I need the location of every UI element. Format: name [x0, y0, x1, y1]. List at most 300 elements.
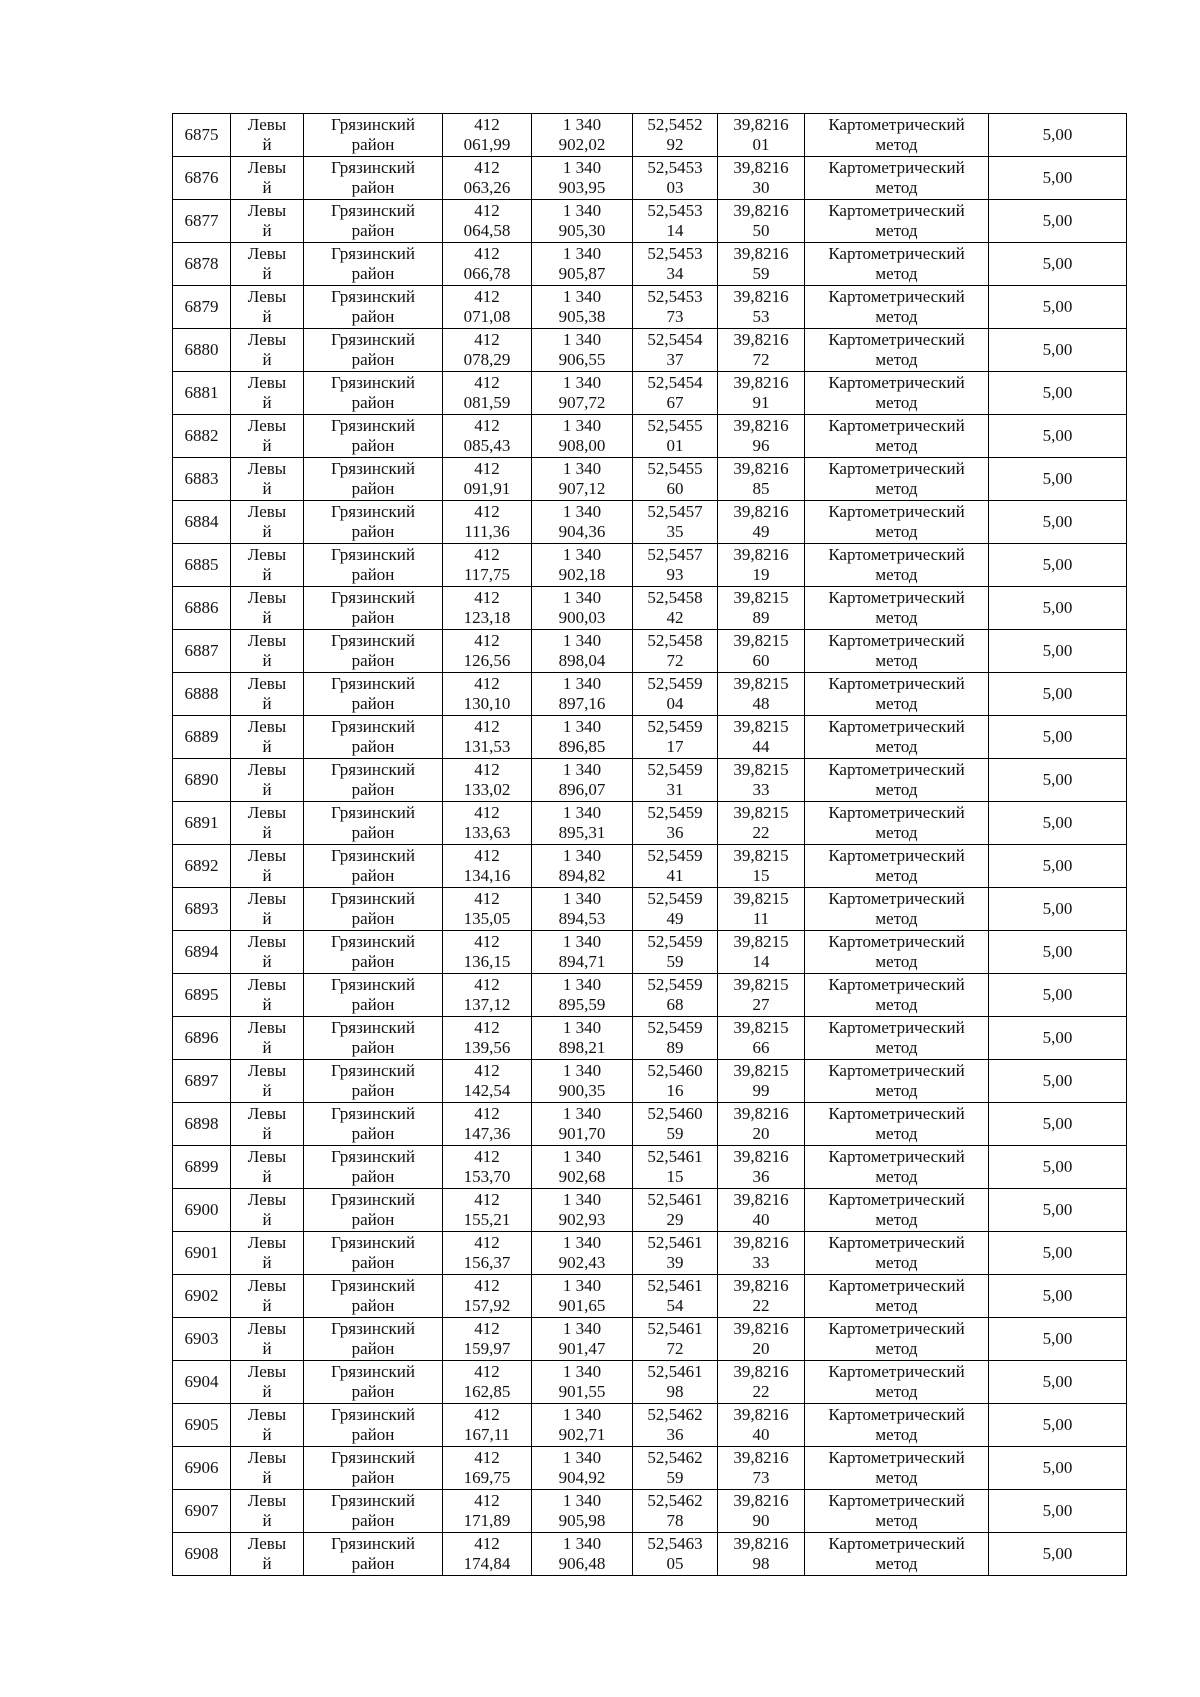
cell-x-coord [443, 544, 532, 587]
cell-method-line: метод [875, 1339, 918, 1358]
cell-district-line: район [351, 995, 395, 1014]
cell-district-line: Грязинский [331, 1362, 415, 1381]
cell-side [231, 157, 304, 200]
cell-district-line: Грязинский [331, 416, 415, 435]
cell-side-line: Левы [247, 502, 287, 521]
cell-latitude [633, 1232, 718, 1275]
cell-point-number: 6885 [173, 544, 231, 587]
cell-y-coord-line: 894,82 [558, 866, 606, 885]
table-row [173, 286, 1127, 329]
cell-latitude-line: 73 [666, 307, 684, 326]
cell-method-line: метод [875, 393, 918, 412]
cell-method [805, 802, 989, 845]
cell-side [231, 544, 304, 587]
cell-longitude [718, 716, 805, 759]
cell-side-line: й [262, 1253, 272, 1272]
cell-district-line: Грязинский [331, 1448, 415, 1467]
cell-latitude [633, 888, 718, 931]
cell-longitude-line: 39,8216 [733, 1491, 789, 1510]
cell-method [805, 286, 989, 329]
cell-x-coord-line: 131,53 [463, 737, 511, 756]
cell-side [231, 802, 304, 845]
cell-longitude [718, 200, 805, 243]
cell-method [805, 1103, 989, 1146]
cell-x-coord [443, 888, 532, 931]
cell-method [805, 845, 989, 888]
cell-longitude-line: 59 [752, 264, 770, 283]
cell-y-coord [532, 544, 633, 587]
cell-y-coord-line: 1 340 [562, 373, 602, 392]
cell-point-number: 6907 [173, 1490, 231, 1533]
cell-method-line: Картометрический [828, 373, 965, 392]
cell-y-coord-line: 1 340 [562, 717, 602, 736]
cell-y-coord [532, 1146, 633, 1189]
cell-method [805, 415, 989, 458]
cell-latitude-line: 52,5460 [647, 1104, 703, 1123]
cell-accuracy: 5,00 [989, 243, 1127, 286]
cell-latitude-line: 52,5461 [647, 1319, 703, 1338]
cell-method-line: метод [875, 522, 918, 541]
cell-side [231, 200, 304, 243]
cell-point-number: 6875 [173, 114, 231, 157]
cell-y-coord [532, 286, 633, 329]
cell-method-line: Картометрический [828, 115, 965, 134]
cell-side-line: й [262, 221, 272, 240]
cell-longitude-line: 30 [752, 178, 770, 197]
cell-side [231, 845, 304, 888]
cell-longitude-line: 15 [752, 866, 770, 885]
cell-district-line: район [351, 1081, 395, 1100]
cell-longitude-line: 39,8215 [733, 1061, 789, 1080]
cell-latitude-line: 89 [666, 1038, 684, 1057]
cell-accuracy: 5,00 [989, 845, 1127, 888]
cell-longitude-line: 39,8215 [733, 760, 789, 779]
cell-method [805, 501, 989, 544]
cell-district-line: Грязинский [331, 932, 415, 951]
cell-accuracy: 5,00 [989, 1533, 1127, 1576]
cell-point-number: 6898 [173, 1103, 231, 1146]
cell-side [231, 673, 304, 716]
cell-method-line: метод [875, 1554, 918, 1573]
cell-y-coord [532, 1490, 633, 1533]
cell-accuracy: 5,00 [989, 1404, 1127, 1447]
cell-accuracy: 5,00 [989, 1447, 1127, 1490]
cell-longitude-line: 89 [752, 608, 770, 627]
cell-side [231, 1189, 304, 1232]
cell-y-coord [532, 114, 633, 157]
cell-longitude-line: 39,8216 [733, 459, 789, 478]
cell-y-coord-line: 1 340 [562, 803, 602, 822]
cell-point-number: 6891 [173, 802, 231, 845]
cell-latitude-line: 01 [666, 436, 684, 455]
cell-side [231, 501, 304, 544]
cell-y-coord-line: 1 340 [562, 588, 602, 607]
cell-longitude-line: 39,8216 [733, 115, 789, 134]
cell-method-line: метод [875, 1296, 918, 1315]
cell-method-line: метод [875, 608, 918, 627]
cell-district-line: район [351, 307, 395, 326]
cell-point-number: 6877 [173, 200, 231, 243]
cell-method-line: метод [875, 264, 918, 283]
cell-side-line: Левы [247, 1147, 287, 1166]
cell-y-coord-line: 898,04 [558, 651, 606, 670]
cell-y-coord-line: 908,00 [558, 436, 606, 455]
cell-latitude-line: 92 [666, 135, 684, 154]
cell-latitude [633, 157, 718, 200]
cell-latitude [633, 802, 718, 845]
cell-side [231, 888, 304, 931]
cell-district [304, 243, 443, 286]
cell-y-coord [532, 458, 633, 501]
cell-x-coord-line: 133,63 [463, 823, 511, 842]
cell-side [231, 716, 304, 759]
cell-district-line: район [351, 1167, 395, 1186]
cell-latitude-line: 52,5462 [647, 1448, 703, 1467]
cell-latitude [633, 329, 718, 372]
cell-latitude [633, 1275, 718, 1318]
cell-longitude-line: 11 [752, 909, 770, 928]
cell-longitude-line: 39,8215 [733, 1018, 789, 1037]
cell-method-line: метод [875, 178, 918, 197]
cell-x-coord [443, 630, 532, 673]
cell-point-number: 6900 [173, 1189, 231, 1232]
cell-method-line: Картометрический [828, 1534, 965, 1553]
cell-y-coord [532, 1017, 633, 1060]
cell-district-line: район [351, 952, 395, 971]
cell-method-line: метод [875, 866, 918, 885]
cell-method-line: метод [875, 780, 918, 799]
cell-latitude [633, 1361, 718, 1404]
cell-point-number: 6899 [173, 1146, 231, 1189]
cell-side-line: Левы [247, 631, 287, 650]
table-row [173, 458, 1127, 501]
cell-latitude-line: 16 [666, 1081, 684, 1100]
cell-longitude-line: 39,8216 [733, 416, 789, 435]
cell-y-coord-line: 906,48 [558, 1554, 606, 1573]
cell-y-coord-line: 894,53 [558, 909, 606, 928]
cell-y-coord [532, 673, 633, 716]
cell-x-coord [443, 587, 532, 630]
cell-longitude [718, 931, 805, 974]
cell-district [304, 1490, 443, 1533]
cell-y-coord [532, 200, 633, 243]
cell-latitude-line: 37 [666, 350, 684, 369]
cell-district-line: район [351, 1554, 395, 1573]
cell-y-coord-line: 900,03 [558, 608, 606, 627]
cell-point-number: 6879 [173, 286, 231, 329]
cell-district [304, 1275, 443, 1318]
cell-longitude [718, 759, 805, 802]
cell-method [805, 931, 989, 974]
cell-method [805, 888, 989, 931]
cell-side-line: Левы [247, 1104, 287, 1123]
cell-method-line: Картометрический [828, 201, 965, 220]
cell-district-line: Грязинский [331, 1061, 415, 1080]
cell-method-line: Картометрический [828, 330, 965, 349]
cell-method-line: Картометрический [828, 760, 965, 779]
cell-longitude [718, 286, 805, 329]
cell-latitude-line: 68 [666, 995, 684, 1014]
cell-y-coord-line: 1 340 [562, 631, 602, 650]
cell-method [805, 1017, 989, 1060]
cell-point-number: 6883 [173, 458, 231, 501]
cell-x-coord-line: 412 [474, 330, 500, 349]
cell-x-coord-line: 142,54 [463, 1081, 511, 1100]
cell-side [231, 1103, 304, 1146]
cell-longitude [718, 1146, 805, 1189]
cell-accuracy: 5,00 [989, 544, 1127, 587]
table-row [173, 243, 1127, 286]
cell-accuracy: 5,00 [989, 759, 1127, 802]
cell-latitude [633, 1017, 718, 1060]
cell-point-number: 6888 [173, 673, 231, 716]
cell-longitude-line: 39,8216 [733, 1319, 789, 1338]
cell-district [304, 1189, 443, 1232]
table-row [173, 1232, 1127, 1275]
cell-x-coord [443, 1361, 532, 1404]
cell-side-line: Левы [247, 889, 287, 908]
cell-latitude-line: 52,5454 [647, 373, 703, 392]
cell-x-coord-line: 133,02 [463, 780, 511, 799]
cell-district-line: Грязинский [331, 760, 415, 779]
cell-x-coord-line: 137,12 [463, 995, 511, 1014]
cell-accuracy: 5,00 [989, 716, 1127, 759]
cell-accuracy: 5,00 [989, 501, 1127, 544]
cell-y-coord-line: 1 340 [562, 502, 602, 521]
cell-side-line: Левы [247, 1190, 287, 1209]
cell-district-line: район [351, 1124, 395, 1143]
cell-district-line: Грязинский [331, 717, 415, 736]
cell-x-coord [443, 1447, 532, 1490]
cell-latitude-line: 29 [666, 1210, 684, 1229]
cell-latitude-line: 52,5459 [647, 846, 703, 865]
cell-side [231, 630, 304, 673]
cell-longitude-line: 98 [752, 1554, 770, 1573]
cell-district-line: Грязинский [331, 1018, 415, 1037]
cell-y-coord [532, 1232, 633, 1275]
cell-x-coord-line: 412 [474, 1276, 500, 1295]
cell-method [805, 1447, 989, 1490]
cell-latitude [633, 372, 718, 415]
cell-x-coord-line: 412 [474, 1405, 500, 1424]
table-row [173, 1103, 1127, 1146]
cell-side-line: Левы [247, 1276, 287, 1295]
cell-x-coord-line: 091,91 [463, 479, 511, 498]
cell-longitude [718, 1060, 805, 1103]
cell-point-number: 6893 [173, 888, 231, 931]
cell-y-coord-line: 905,87 [558, 264, 606, 283]
cell-method-line: метод [875, 823, 918, 842]
cell-side [231, 759, 304, 802]
cell-district [304, 329, 443, 372]
cell-method-line: метод [875, 135, 918, 154]
cell-latitude-line: 54 [666, 1296, 684, 1315]
cell-x-coord [443, 1404, 532, 1447]
cell-y-coord-line: 1 340 [562, 674, 602, 693]
cell-y-coord-line: 901,47 [558, 1339, 606, 1358]
cell-y-coord-line: 1 340 [562, 330, 602, 349]
cell-method-line: метод [875, 1511, 918, 1530]
cell-longitude [718, 1404, 805, 1447]
cell-x-coord-line: 412 [474, 1104, 500, 1123]
cell-side-line: Левы [247, 287, 287, 306]
table-row [173, 1017, 1127, 1060]
cell-latitude-line: 52,5452 [647, 115, 703, 134]
cell-x-coord-line: 412 [474, 1233, 500, 1252]
cell-district-line: район [351, 1468, 395, 1487]
cell-x-coord [443, 802, 532, 845]
table-row [173, 1533, 1127, 1576]
cell-latitude-line: 49 [666, 909, 684, 928]
cell-method-line: метод [875, 221, 918, 240]
cell-y-coord-line: 901,55 [558, 1382, 606, 1401]
cell-side-line: й [262, 823, 272, 842]
cell-longitude-line: 19 [752, 565, 770, 584]
cell-y-coord [532, 157, 633, 200]
cell-latitude-line: 59 [666, 1124, 684, 1143]
cell-y-coord-line: 897,16 [558, 694, 606, 713]
cell-district-line: Грязинский [331, 1147, 415, 1166]
cell-longitude-line: 39,8216 [733, 545, 789, 564]
table-row [173, 501, 1127, 544]
cell-y-coord [532, 1404, 633, 1447]
cell-side-line: й [262, 1124, 272, 1143]
cell-accuracy: 5,00 [989, 1361, 1127, 1404]
cell-y-coord-line: 902,18 [558, 565, 606, 584]
cell-latitude [633, 544, 718, 587]
cell-y-coord [532, 1318, 633, 1361]
cell-district-line: Грязинский [331, 1405, 415, 1424]
cell-x-coord-line: 136,15 [463, 952, 511, 971]
cell-side-line: й [262, 866, 272, 885]
cell-x-coord-line: 111,36 [464, 522, 510, 541]
cell-longitude [718, 544, 805, 587]
cell-x-coord-line: 066,78 [463, 264, 511, 283]
cell-x-coord-line: 156,37 [463, 1253, 511, 1272]
cell-longitude-line: 39,8216 [733, 502, 789, 521]
cell-x-coord [443, 1275, 532, 1318]
cell-x-coord [443, 1060, 532, 1103]
cell-x-coord-line: 117,75 [463, 565, 511, 584]
cell-point-number: 6903 [173, 1318, 231, 1361]
cell-y-coord [532, 1361, 633, 1404]
cell-side-line: й [262, 178, 272, 197]
cell-latitude [633, 630, 718, 673]
cell-longitude [718, 1189, 805, 1232]
cell-method-line: Картометрический [828, 1405, 965, 1424]
cell-latitude-line: 52,5453 [647, 158, 703, 177]
cell-method-line: Картометрический [828, 803, 965, 822]
cell-district-line: район [351, 608, 395, 627]
cell-latitude-line: 52,5461 [647, 1147, 703, 1166]
cell-district-line: Грязинский [331, 1104, 415, 1123]
cell-x-coord [443, 1017, 532, 1060]
cell-latitude-line: 35 [666, 522, 684, 541]
cell-method-line: Картометрический [828, 1147, 965, 1166]
cell-side-line: Левы [247, 1233, 287, 1252]
cell-latitude-line: 31 [666, 780, 684, 799]
cell-latitude-line: 52,5459 [647, 760, 703, 779]
cell-latitude-line: 04 [666, 694, 684, 713]
cell-district-line: Грязинский [331, 244, 415, 263]
cell-x-coord [443, 458, 532, 501]
cell-y-coord-line: 905,38 [558, 307, 606, 326]
table-row [173, 931, 1127, 974]
cell-longitude-line: 39,8216 [733, 1190, 789, 1209]
cell-point-number: 6880 [173, 329, 231, 372]
cell-x-coord-line: 123,18 [463, 608, 511, 627]
cell-district [304, 931, 443, 974]
table-row [173, 1318, 1127, 1361]
cell-longitude [718, 329, 805, 372]
cell-district-line: район [351, 737, 395, 756]
cell-method-line: Картометрический [828, 717, 965, 736]
table-row [173, 974, 1127, 1017]
cell-point-number: 6904 [173, 1361, 231, 1404]
cell-y-coord-line: 895,59 [558, 995, 606, 1014]
cell-y-coord-line: 905,30 [558, 221, 606, 240]
cell-longitude-line: 22 [752, 1296, 770, 1315]
cell-longitude-line: 72 [752, 350, 770, 369]
cell-latitude-line: 41 [666, 866, 684, 885]
cell-longitude [718, 372, 805, 415]
cell-y-coord-line: 902,43 [558, 1253, 606, 1272]
cell-latitude [633, 1404, 718, 1447]
cell-latitude [633, 716, 718, 759]
cell-point-number: 6884 [173, 501, 231, 544]
cell-side-line: й [262, 1554, 272, 1573]
cell-x-coord-line: 081,59 [463, 393, 511, 412]
cell-longitude [718, 802, 805, 845]
cell-method-line: Картометрический [828, 545, 965, 564]
cell-accuracy: 5,00 [989, 673, 1127, 716]
cell-accuracy: 5,00 [989, 286, 1127, 329]
cell-district [304, 544, 443, 587]
table-row [173, 802, 1127, 845]
cell-longitude [718, 888, 805, 931]
cell-latitude [633, 458, 718, 501]
cell-longitude-line: 39,8215 [733, 932, 789, 951]
cell-latitude-line: 36 [666, 823, 684, 842]
cell-side-line: Левы [247, 373, 287, 392]
cell-x-coord-line: 085,43 [463, 436, 511, 455]
cell-y-coord-line: 1 340 [562, 1147, 602, 1166]
cell-side [231, 931, 304, 974]
cell-district-line: район [351, 1339, 395, 1358]
cell-district [304, 501, 443, 544]
cell-district-line: район [351, 1425, 395, 1444]
cell-y-coord-line: 1 340 [562, 1405, 602, 1424]
cell-longitude [718, 243, 805, 286]
cell-method [805, 1404, 989, 1447]
cell-accuracy: 5,00 [989, 630, 1127, 673]
cell-method [805, 544, 989, 587]
cell-district [304, 200, 443, 243]
cell-method [805, 243, 989, 286]
cell-district-line: Грязинский [331, 201, 415, 220]
cell-latitude-line: 52,5462 [647, 1491, 703, 1510]
cell-side [231, 1361, 304, 1404]
cell-district [304, 114, 443, 157]
table-row [173, 1146, 1127, 1189]
cell-y-coord [532, 974, 633, 1017]
cell-latitude-line: 42 [666, 608, 684, 627]
cell-longitude [718, 114, 805, 157]
cell-side [231, 974, 304, 1017]
cell-x-coord [443, 759, 532, 802]
cell-side-line: Левы [247, 717, 287, 736]
cell-district [304, 157, 443, 200]
